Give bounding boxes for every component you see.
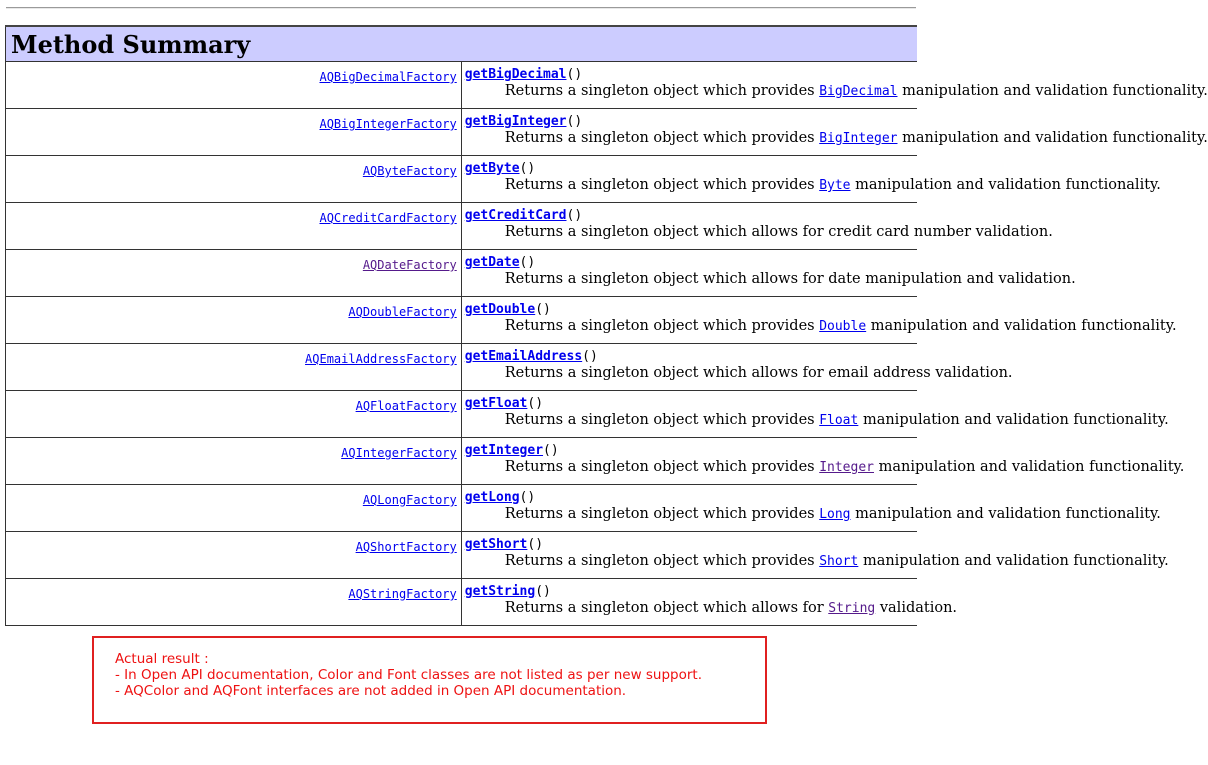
description-type-link[interactable]: BigDecimal (819, 84, 898, 99)
method-parens: () (582, 349, 598, 364)
method-parens: () (535, 302, 551, 317)
method-name-link[interactable]: getBigInteger (464, 114, 567, 129)
return-type-link[interactable]: AQDoubleFactory (348, 305, 457, 319)
description-text: Returns a singleton object which provides (504, 459, 820, 475)
description-text-tail: manipulation and validation functionality. (897, 130, 1208, 146)
return-type-link[interactable]: AQBigIntegerFactory (319, 117, 457, 131)
description-type-link[interactable]: Byte (819, 178, 851, 193)
table-row (6, 156, 918, 203)
table-row (6, 485, 918, 532)
description-text-tail: manipulation and validation functionality. (858, 553, 1169, 569)
return-type-link[interactable]: AQStringFactory (348, 587, 457, 601)
description-text-tail: manipulation and validation functionality. (850, 177, 1161, 193)
method-cell (461, 62, 1208, 109)
method-cell (461, 297, 1177, 344)
method-summary-header-row (6, 26, 918, 62)
return-type-cell (6, 391, 462, 438)
method-cell (461, 438, 1185, 485)
table-row (6, 532, 918, 579)
method-parens: () (566, 208, 583, 223)
table-row (6, 579, 918, 626)
table-row (6, 391, 918, 438)
description-text-tail: manipulation and validation functionality. (850, 506, 1161, 522)
description-text: Returns a singleton object which allows for credit card number validation. (504, 224, 1053, 240)
description-text: Returns a singleton object which allows for email address validation. (504, 365, 1013, 381)
method-cell (461, 391, 1169, 438)
return-type-link[interactable]: AQFloatFactory (355, 399, 457, 413)
method-cell (461, 579, 958, 626)
return-type-cell (6, 297, 462, 344)
method-summary-heading: Method Summary (6, 26, 918, 62)
return-type-cell (6, 62, 462, 109)
return-type-cell (6, 532, 462, 579)
method-signature (465, 208, 917, 223)
return-type-cell (6, 250, 462, 297)
table-row (6, 250, 918, 297)
note-line-color-font: - In Open API documentation, Color and Font classes are not listed as per new support. (115, 667, 703, 683)
method-cell (461, 109, 1208, 156)
method-cell (461, 532, 1169, 579)
method-description (465, 458, 1185, 477)
return-type-link[interactable]: AQDateFactory (362, 258, 457, 272)
return-type-cell (6, 485, 462, 532)
description-type-link[interactable]: Short (819, 554, 859, 569)
table-row (6, 438, 918, 485)
method-name-link[interactable]: getDouble (464, 302, 536, 317)
method-parens: () (527, 537, 544, 552)
method-description (465, 599, 958, 618)
method-signature (465, 537, 917, 552)
method-signature (465, 490, 917, 505)
method-cell (461, 203, 1053, 250)
method-signature (465, 443, 917, 458)
method-description (465, 129, 1208, 148)
return-type-link[interactable]: AQEmailAddressFactory (305, 352, 457, 366)
method-cell (461, 156, 1161, 203)
method-parens: () (535, 584, 551, 599)
description-text: Returns a singleton object which provides (504, 412, 820, 428)
description-text-tail: validation. (875, 600, 958, 616)
method-description (465, 270, 1076, 288)
description-text-tail: manipulation and validation functionality. (858, 412, 1169, 428)
method-cell (461, 250, 1076, 297)
method-parens: () (519, 255, 536, 270)
description-text: Returns a singleton object which provides (504, 130, 820, 146)
method-description (465, 552, 1169, 571)
return-type-link[interactable]: AQShortFactory (355, 540, 457, 554)
method-name-link[interactable]: getShort (464, 537, 528, 552)
method-parens: () (527, 396, 544, 411)
method-description (465, 317, 1177, 336)
method-signature (465, 161, 917, 176)
method-signature (465, 67, 917, 82)
method-parens: () (519, 161, 536, 176)
table-row (6, 109, 918, 156)
method-parens: () (519, 490, 536, 505)
note-line-title: Actual result : (115, 651, 209, 667)
description-text: Returns a singleton object which provides (504, 506, 820, 522)
return-type-cell (6, 579, 462, 626)
table-row (6, 62, 918, 109)
method-cell (461, 344, 1013, 391)
return-type-cell (6, 203, 462, 250)
description-type-link[interactable]: BigInteger (819, 131, 898, 146)
return-type-link[interactable]: AQByteFactory (362, 164, 457, 178)
note-line-interfaces: - AQColor and AQFont interfaces are not added in Open API documentation. (115, 683, 627, 699)
return-type-cell (6, 109, 462, 156)
method-signature (465, 255, 917, 270)
method-name-link[interactable]: getBigDecimal (464, 67, 567, 82)
description-type-link[interactable]: Long (819, 507, 851, 522)
return-type-link[interactable]: AQIntegerFactory (341, 446, 457, 460)
method-description (465, 505, 1161, 524)
description-type-link[interactable]: Float (819, 413, 859, 428)
description-type-link[interactable]: String (828, 601, 876, 616)
description-text-tail: manipulation and validation functionality. (897, 83, 1208, 99)
return-type-link[interactable]: AQLongFactory (362, 493, 457, 507)
method-signature (465, 349, 917, 364)
method-cell (461, 485, 1161, 532)
method-signature (465, 396, 917, 411)
table-row (6, 344, 918, 391)
description-text-tail: manipulation and validation functionality. (866, 318, 1177, 334)
return-type-cell (6, 156, 462, 203)
method-parens: () (566, 114, 583, 129)
method-summary-table (5, 25, 1208, 626)
method-name-link[interactable]: getEmailAddress (464, 349, 583, 364)
method-description (465, 364, 1013, 382)
description-text: Returns a singleton object which provides (504, 318, 820, 334)
method-name-link[interactable]: getInteger (464, 443, 544, 458)
description-text: Returns a singleton object which allows for date manipulation and validation. (504, 271, 1076, 287)
description-text: Returns a singleton object which provides (504, 177, 820, 193)
method-description (465, 82, 1208, 101)
description-text-tail: manipulation and validation functionality. (874, 459, 1185, 475)
description-type-link[interactable]: Integer (819, 460, 874, 475)
method-name-link[interactable]: getCreditCard (464, 208, 567, 223)
return-type-link[interactable]: AQBigDecimalFactory (319, 70, 457, 84)
method-description (465, 411, 1169, 430)
method-name-link[interactable]: getDate (464, 255, 520, 270)
return-type-cell (6, 438, 462, 485)
method-description (465, 223, 1053, 241)
table-row (6, 203, 918, 250)
method-summary-body (6, 62, 1208, 626)
method-name-link[interactable]: getString (464, 584, 536, 599)
description-type-link[interactable]: Double (819, 319, 867, 334)
return-type-cell (6, 344, 462, 391)
table-row (6, 297, 918, 344)
method-name-link[interactable]: getLong (464, 490, 520, 505)
method-parens: () (566, 67, 583, 82)
description-text: Returns a singleton object which allows for (504, 600, 829, 616)
method-signature (465, 584, 917, 599)
return-type-link[interactable]: AQCreditCardFactory (319, 211, 457, 225)
method-description (465, 176, 1161, 195)
method-signature (465, 114, 917, 129)
method-parens: () (543, 443, 559, 458)
top-horizontal-rule (6, 7, 916, 9)
description-text: Returns a singleton object which provides (504, 553, 820, 569)
method-name-link[interactable]: getFloat (464, 396, 528, 411)
method-name-link[interactable]: getByte (464, 161, 520, 176)
method-signature (465, 302, 917, 317)
actual-result-note (92, 636, 767, 724)
description-text: Returns a singleton object which provides (504, 83, 820, 99)
